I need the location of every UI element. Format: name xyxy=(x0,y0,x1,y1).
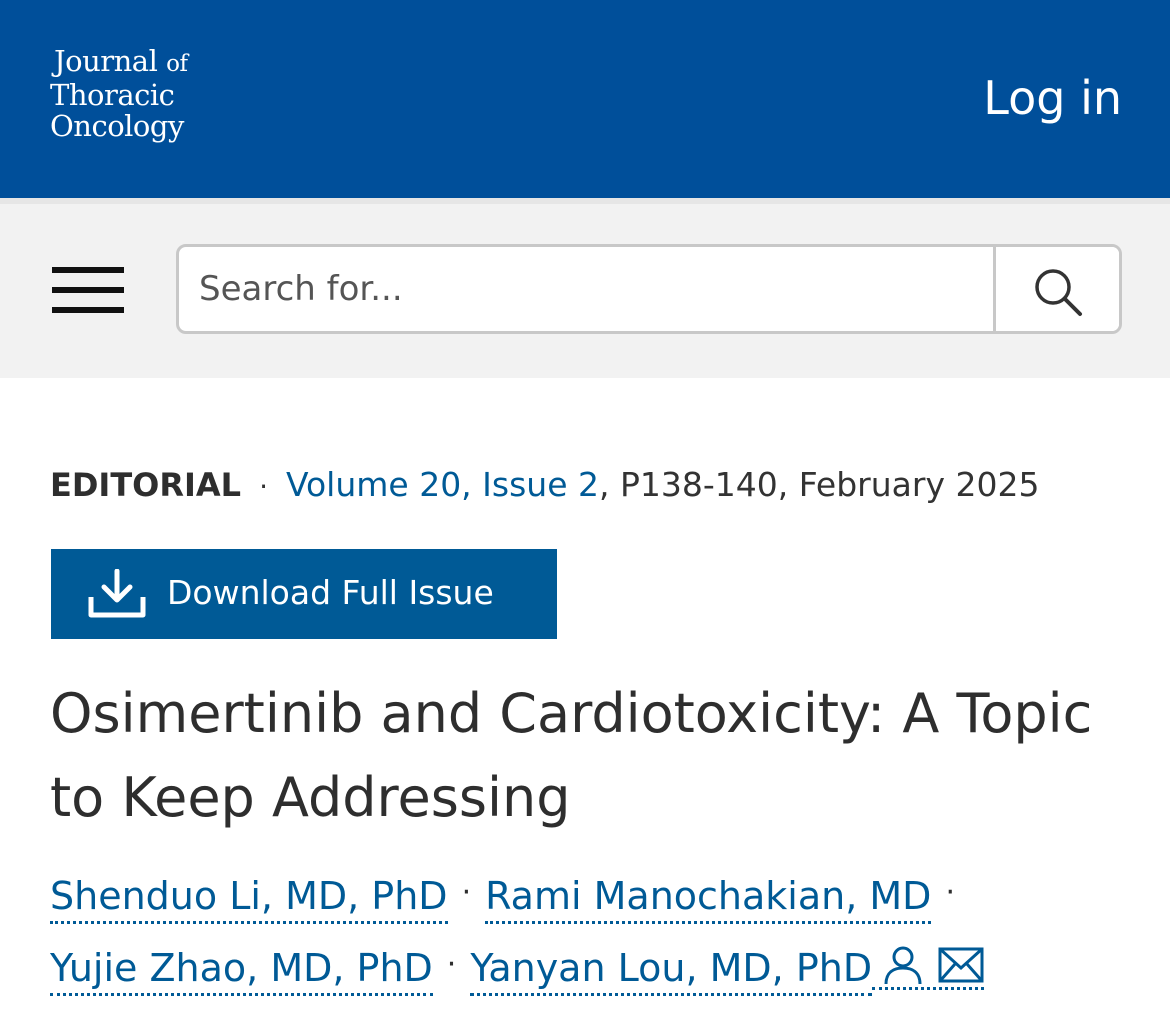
author-separator: · xyxy=(461,875,472,910)
article-type: EDITORIAL xyxy=(50,466,242,504)
author-separator: · xyxy=(446,947,457,982)
email-author-link[interactable] xyxy=(938,940,984,996)
download-full-issue-button[interactable] xyxy=(51,549,557,639)
author-row xyxy=(50,868,969,924)
person-icon xyxy=(882,944,924,986)
author-separator: · xyxy=(945,875,955,910)
meta-separator: · xyxy=(259,470,268,503)
hamburger-menu-icon[interactable] xyxy=(52,264,124,316)
menu-line xyxy=(52,307,124,313)
download-label: Download Full Issue xyxy=(167,573,494,612)
author-link[interactable]: Yanyan Lou, MD, PhD xyxy=(470,943,872,996)
site-header xyxy=(0,0,1170,198)
menu-line xyxy=(52,287,124,293)
search-bar-section xyxy=(0,198,1170,378)
pages-and-date: , P138-140, February 2025 xyxy=(599,465,1040,504)
logo-word-oncology: Oncology xyxy=(50,109,184,143)
search-input[interactable] xyxy=(179,247,995,331)
author-link[interactable]: Rami Manochakian, MD xyxy=(485,871,931,924)
search-icon xyxy=(1032,266,1084,318)
login-link[interactable]: Log in xyxy=(983,71,1122,125)
logo-word-journal: Journal xyxy=(54,44,158,78)
author-link[interactable]: Shenduo Li, MD, PhD xyxy=(50,871,448,924)
issue-link[interactable]: Volume 20, Issue 2 xyxy=(285,465,599,504)
article-meta xyxy=(50,462,1039,510)
journal-logo[interactable] xyxy=(50,46,187,142)
author-row xyxy=(50,940,984,996)
logo-word-of: of xyxy=(166,51,188,77)
author-link[interactable]: Yujie Zhao, MD, PhD xyxy=(50,943,433,996)
corresponding-author-icons xyxy=(872,940,984,990)
search-box xyxy=(176,244,1122,334)
logo-word-thoracic: Thoracic xyxy=(50,78,175,112)
download-icon xyxy=(87,569,147,619)
menu-line xyxy=(52,267,124,273)
article-title: Osimertinib and Cardiotoxicity: A Topic to Keep Addressing xyxy=(50,682,1093,829)
mail-icon xyxy=(938,944,984,986)
search-button[interactable] xyxy=(993,247,1119,331)
